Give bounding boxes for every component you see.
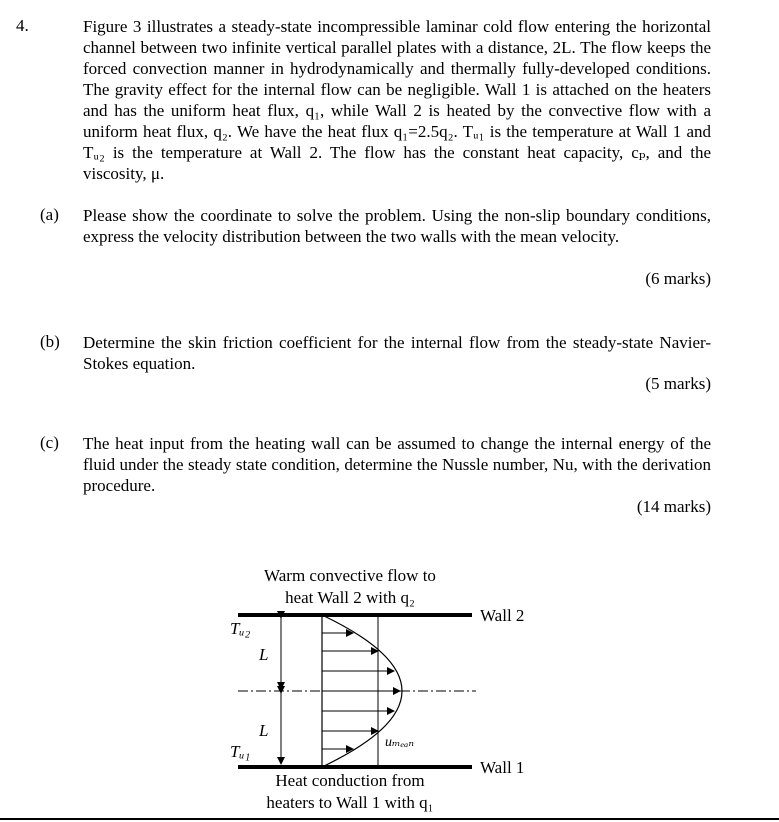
part-a-text: Please show the coordinate to solve the problem. Using the non-slip boundary conditions, express the velocity distribution between the two walls with the mean velocity. (83, 206, 711, 246)
tw1-label: Tᵤ₁ (230, 742, 251, 761)
l-lower-label: L (259, 721, 269, 740)
part-b-text: Determine the skin friction coefficient for the internal flow from the steady-state Navier-Stokes equation. (83, 333, 711, 373)
velocity-arrows (322, 633, 400, 749)
part-c-label: (c) (40, 433, 59, 452)
question-number: 4. (16, 16, 29, 35)
top-caption-line1: Warm convective flow to (264, 566, 436, 585)
bottom-caption-line1: Heat conduction from (275, 771, 425, 790)
tw2-label: Tᵤ₂ (230, 619, 251, 638)
umean-label: uₘₑₐₙ (385, 735, 415, 750)
part-a-label: (a) (40, 205, 59, 224)
l-upper-label: L (259, 645, 269, 664)
part-b-label: (b) (40, 332, 60, 351)
part-c-marks: (14 marks) (636, 497, 711, 516)
question-intro: Figure 3 illustrates a steady-state incompressible laminar cold flow entering the horizontal channel between two infinite vertical parallel plates with a distance, 2L. The flow keeps the forced convection manner in hydrodynamically and thermally fully-developed conditions. The gravity effect for the internal flow can be negligible. Wall 1 is attached on the heaters and has the uniform heat flux, q₁, while Wall 2 is heated by the convective flow with a uniform heat flux, q₂. We have the heat flux q₁=2.5q₂. Tᵤ₁ is the temperature at Wall 1 and Tᵤ₂ is the temperature at Wall 2. The flow has the constant heat capacity, cₚ, and the viscosity, μ. (83, 17, 711, 183)
part-a-marks: (6 marks) (645, 269, 711, 288)
part-c-text: The heat input from the heating wall can be assumed to change the internal energy of the fluid under the steady state condition, determine the Nussle number, Nu, with the derivation procedure. (83, 434, 711, 495)
wall-2-label: Wall 2 (480, 606, 525, 625)
wall-1-label: Wall 1 (480, 758, 525, 777)
part-b-marks: (5 marks) (645, 374, 711, 393)
page-bottom-rule (0, 818, 779, 820)
top-caption-line2: heat Wall 2 with q₂ (285, 588, 415, 607)
bottom-caption-line2: heaters to Wall 1 with q₁ (266, 793, 434, 812)
